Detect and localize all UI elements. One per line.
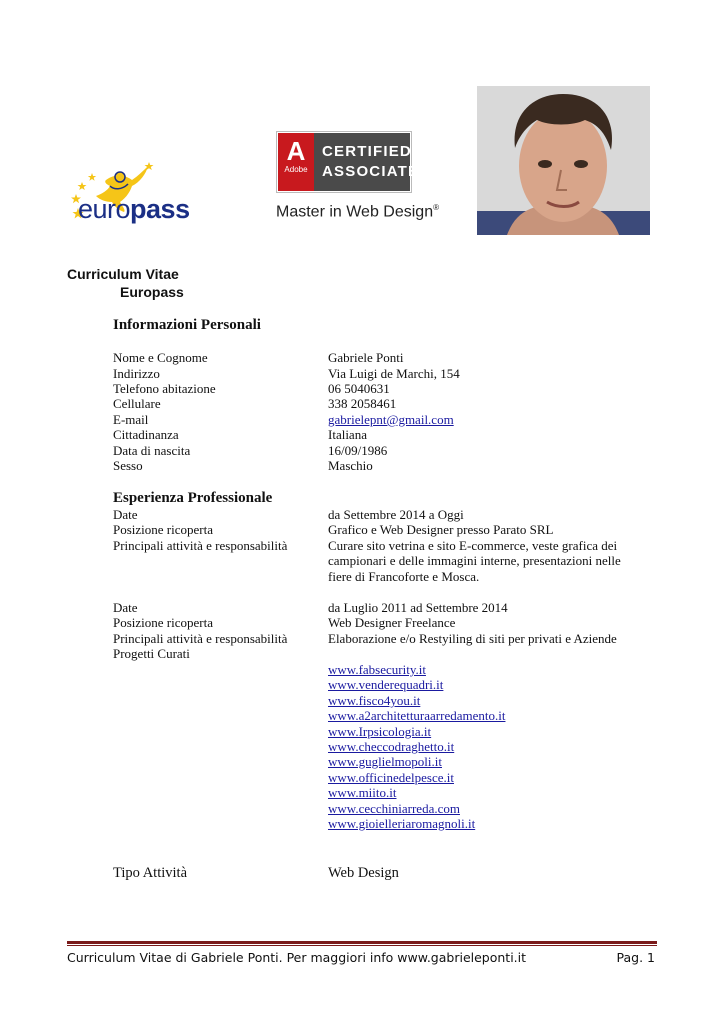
badge-line-associate: ASSOCIATE bbox=[322, 163, 420, 180]
project-link[interactable]: www.gioielleriaromagnoli.it bbox=[328, 816, 476, 831]
activity-type-label: Tipo Attività bbox=[113, 865, 188, 881]
email-link[interactable]: gabrielepnt@gmail.com bbox=[328, 412, 454, 427]
project-link[interactable]: www.checcodraghetto.it bbox=[328, 739, 455, 754]
job1-tasks-line3: fiere di Francoforte e Mosca. bbox=[328, 569, 480, 584]
registered-mark: ® bbox=[433, 203, 440, 212]
adobe-brand-label: Adobe bbox=[284, 165, 308, 174]
europass-word-a: euro bbox=[78, 194, 131, 224]
label-address: Indirizzo bbox=[113, 366, 160, 381]
footer-rule-thin bbox=[67, 945, 657, 946]
section-experience-heading: Esperienza Professionale bbox=[113, 490, 273, 506]
value-address: Via Luigi de Marchi, 154 bbox=[328, 366, 460, 381]
job2-tasks-label: Principali attività e responsabilità bbox=[113, 631, 288, 646]
job2-tasks: Elaborazione e/o Restyiling di siti per privati e Aziende bbox=[328, 631, 617, 646]
badge-caption-text: Master in Web Design bbox=[276, 203, 434, 221]
activity-type-value: Web Design bbox=[328, 865, 399, 881]
job2-projects-label: Progetti Curati bbox=[113, 646, 190, 661]
job2-role: Web Designer Freelance bbox=[328, 615, 456, 630]
badge-caption bbox=[276, 203, 439, 221]
cv-title-line1: Curriculum Vitae bbox=[67, 266, 179, 282]
job1-date: da Settembre 2014 a Oggi bbox=[328, 507, 464, 522]
europass-word-b: pass bbox=[130, 194, 190, 224]
value-citizenship: Italiana bbox=[328, 427, 367, 442]
project-link[interactable]: www.miito.it bbox=[328, 785, 397, 800]
job1-role: Grafico e Web Designer presso Parato SRL bbox=[328, 522, 554, 537]
label-home-phone: Telefono abitazione bbox=[113, 381, 216, 396]
label-citizenship: Cittadinanza bbox=[113, 427, 179, 442]
footer-rule bbox=[67, 941, 657, 944]
label-email: E-mail bbox=[113, 412, 149, 427]
value-home-phone: 06 5040631 bbox=[328, 381, 390, 396]
job1-date-label: Date bbox=[113, 507, 138, 522]
footer-page-number: Pag. 1 bbox=[616, 950, 655, 965]
project-link[interactable]: www.cecchiniarreda.com bbox=[328, 801, 460, 816]
label-birthdate: Data di nascita bbox=[113, 443, 191, 458]
profile-photo bbox=[477, 86, 650, 235]
label-mobile: Cellulare bbox=[113, 396, 161, 411]
job2-date: da Luglio 2011 ad Settembre 2014 bbox=[328, 600, 508, 615]
value-sex: Maschio bbox=[328, 458, 373, 473]
project-link[interactable]: www.fabsecurity.it bbox=[328, 662, 426, 677]
badge-line-certified: CERTIFIED bbox=[322, 143, 412, 160]
value-name: Gabriele Ponti bbox=[328, 350, 404, 365]
label-name: Nome e Cognome bbox=[113, 350, 208, 365]
job1-tasks-line2: campionari e delle immagini interne, presentazioni nelle bbox=[328, 553, 621, 568]
cv-title-line2: Europass bbox=[120, 284, 184, 300]
section-personal-heading: Informazioni Personali bbox=[113, 317, 261, 333]
project-link[interactable]: www.venderequadri.it bbox=[328, 677, 444, 692]
job2-role-label: Posizione ricoperta bbox=[113, 615, 213, 630]
project-link[interactable]: www.guglielmopoli.it bbox=[328, 754, 442, 769]
value-birthdate: 16/09/1986 bbox=[328, 443, 388, 458]
job1-role-label: Posizione ricoperta bbox=[113, 522, 213, 537]
job2-date-label: Date bbox=[113, 600, 138, 615]
project-link[interactable]: www.fisco4you.it bbox=[328, 693, 421, 708]
adobe-logo-icon: A Adobe bbox=[278, 133, 314, 191]
job1-tasks-line1: Curare sito vetrina e sito E-commerce, veste grafica dei bbox=[328, 538, 618, 553]
project-link[interactable]: www.officinedelpesce.it bbox=[328, 770, 454, 785]
project-link[interactable]: www.Irpsicologia.it bbox=[328, 724, 432, 739]
job1-tasks-label: Principali attività e responsabilità bbox=[113, 538, 288, 553]
value-mobile: 338 2058461 bbox=[328, 396, 397, 411]
footer-text: Curriculum Vitae di Gabriele Ponti. Per maggiori info www.gabrieleponti.it bbox=[67, 950, 527, 965]
label-sex: Sesso bbox=[113, 458, 143, 473]
project-link[interactable]: www.a2architetturaarredamento.it bbox=[328, 708, 506, 723]
adobe-certified-badge bbox=[276, 131, 420, 193]
